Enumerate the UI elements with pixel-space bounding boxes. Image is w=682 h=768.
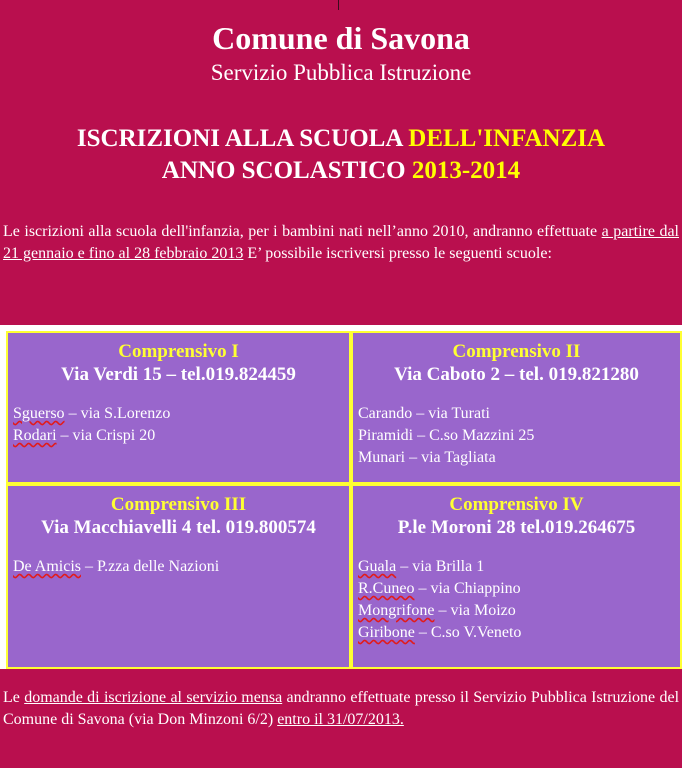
headline-line-2-yellow: 2013-2014 xyxy=(411,157,521,184)
intro-text-a: Le iscrizioni alla scuola dell'infanzia, per i bambini nati nell’anno 2010, andranno effettuate xyxy=(3,223,602,240)
school-location: via Turati xyxy=(428,405,490,422)
headline-line-1 xyxy=(0,123,682,155)
school-location: via S.Lorenzo xyxy=(80,405,171,422)
footer-deadline: entro il 31/07/2013. xyxy=(277,711,404,728)
comprensivo-name: Comprensivo I xyxy=(118,341,239,362)
school-list xyxy=(13,403,344,447)
headline-line-2 xyxy=(0,155,682,187)
schools-grid xyxy=(6,331,682,669)
school-item: Munari – via Tagliata xyxy=(358,449,496,466)
comprensivo-cell-4 xyxy=(351,484,682,669)
school-location: via Chiappino xyxy=(430,580,521,597)
page-title: Comune di Savona xyxy=(212,20,470,56)
comprensivo-address: P.le Moroni 28 tel.019.264675 xyxy=(397,517,636,538)
footer-paragraph xyxy=(3,687,679,731)
school-item: Carando – via Turati xyxy=(358,405,490,422)
intro-period: a partire dal 21 gennaio e fino al 28 febbraio 2013 xyxy=(3,223,679,262)
comprensivo-address: Via Verdi 15 – tel.019.824459 xyxy=(61,364,296,385)
headline-line-1-white: ISCRIZIONI ALLA SCUOLA xyxy=(76,125,409,152)
comprensivo-cell-3 xyxy=(6,484,351,669)
school-location: C.so Mazzini 25 xyxy=(429,427,535,444)
comprensivo-address: Via Caboto 2 – tel. 019.821280 xyxy=(394,364,639,385)
footer-text-b: andranno effettuate presso il Servizio Pubblica Istruzione del Comune di Savona (via Don Minzoni 6/2) xyxy=(3,689,680,728)
headline-line-2-white: ANNO SCOLASTICO xyxy=(161,157,412,184)
school-item: R.Cuneo – via Chiappino xyxy=(358,580,521,597)
school-location: via Tagliata xyxy=(421,449,496,466)
comprensivo-name: Comprensivo II xyxy=(452,341,581,362)
school-list xyxy=(358,403,675,469)
school-item: Sguerso – via S.Lorenzo xyxy=(13,405,171,422)
school-name: Mongrifone xyxy=(358,602,435,619)
headline-line-1-yellow: DELL'INFANZIA xyxy=(408,125,606,152)
school-location: via Crispi 20 xyxy=(72,427,156,444)
school-name: Rodari xyxy=(13,427,57,444)
school-name: De Amicis xyxy=(13,558,81,575)
school-name: Carando xyxy=(358,405,413,422)
school-item: Piramidi – C.so Mazzini 25 xyxy=(358,427,535,444)
school-name: Munari xyxy=(358,449,406,466)
school-name: Guala xyxy=(358,558,397,575)
school-name: Piramidi xyxy=(358,427,414,444)
comprensivo-name: Comprensivo IV xyxy=(449,494,584,515)
school-name: R.Cuneo xyxy=(358,580,415,597)
intro-text-b: E’ possibile iscriversi presso le seguenti scuole: xyxy=(243,245,552,262)
comprensivo-name: Comprensivo III xyxy=(110,494,247,515)
school-location: via Brilla 1 xyxy=(412,558,485,575)
headline xyxy=(0,123,682,187)
school-name: Giribone xyxy=(358,624,415,641)
cursor-mark xyxy=(338,0,339,10)
footer-mensa-text: domande di iscrizione al servizio mensa xyxy=(24,689,283,706)
school-list xyxy=(13,556,344,578)
school-item: Mongrifone – via Moizo xyxy=(358,602,516,619)
school-item: Giribone – C.so V.Veneto xyxy=(358,624,522,641)
footer-text-a: Le xyxy=(3,689,25,706)
school-item: De Amicis – P.zza delle Nazioni xyxy=(13,558,220,575)
school-name: Sguerso xyxy=(13,405,65,422)
school-location: P.zza delle Nazioni xyxy=(97,558,220,575)
page-subtitle: Servizio Pubblica Istruzione xyxy=(210,60,472,85)
school-location: C.so V.Veneto xyxy=(430,624,522,641)
school-list xyxy=(358,556,675,644)
comprensivo-cell-1 xyxy=(6,331,351,484)
school-location: via Moizo xyxy=(450,602,516,619)
schools-table xyxy=(0,325,682,669)
comprensivo-address: Via Macchiavelli 4 tel. 019.800574 xyxy=(41,517,316,538)
school-item: Rodari – via Crispi 20 xyxy=(13,427,156,444)
intro-paragraph xyxy=(3,221,679,265)
school-item: Guala – via Brilla 1 xyxy=(358,558,485,575)
comprensivo-cell-2 xyxy=(351,331,682,484)
